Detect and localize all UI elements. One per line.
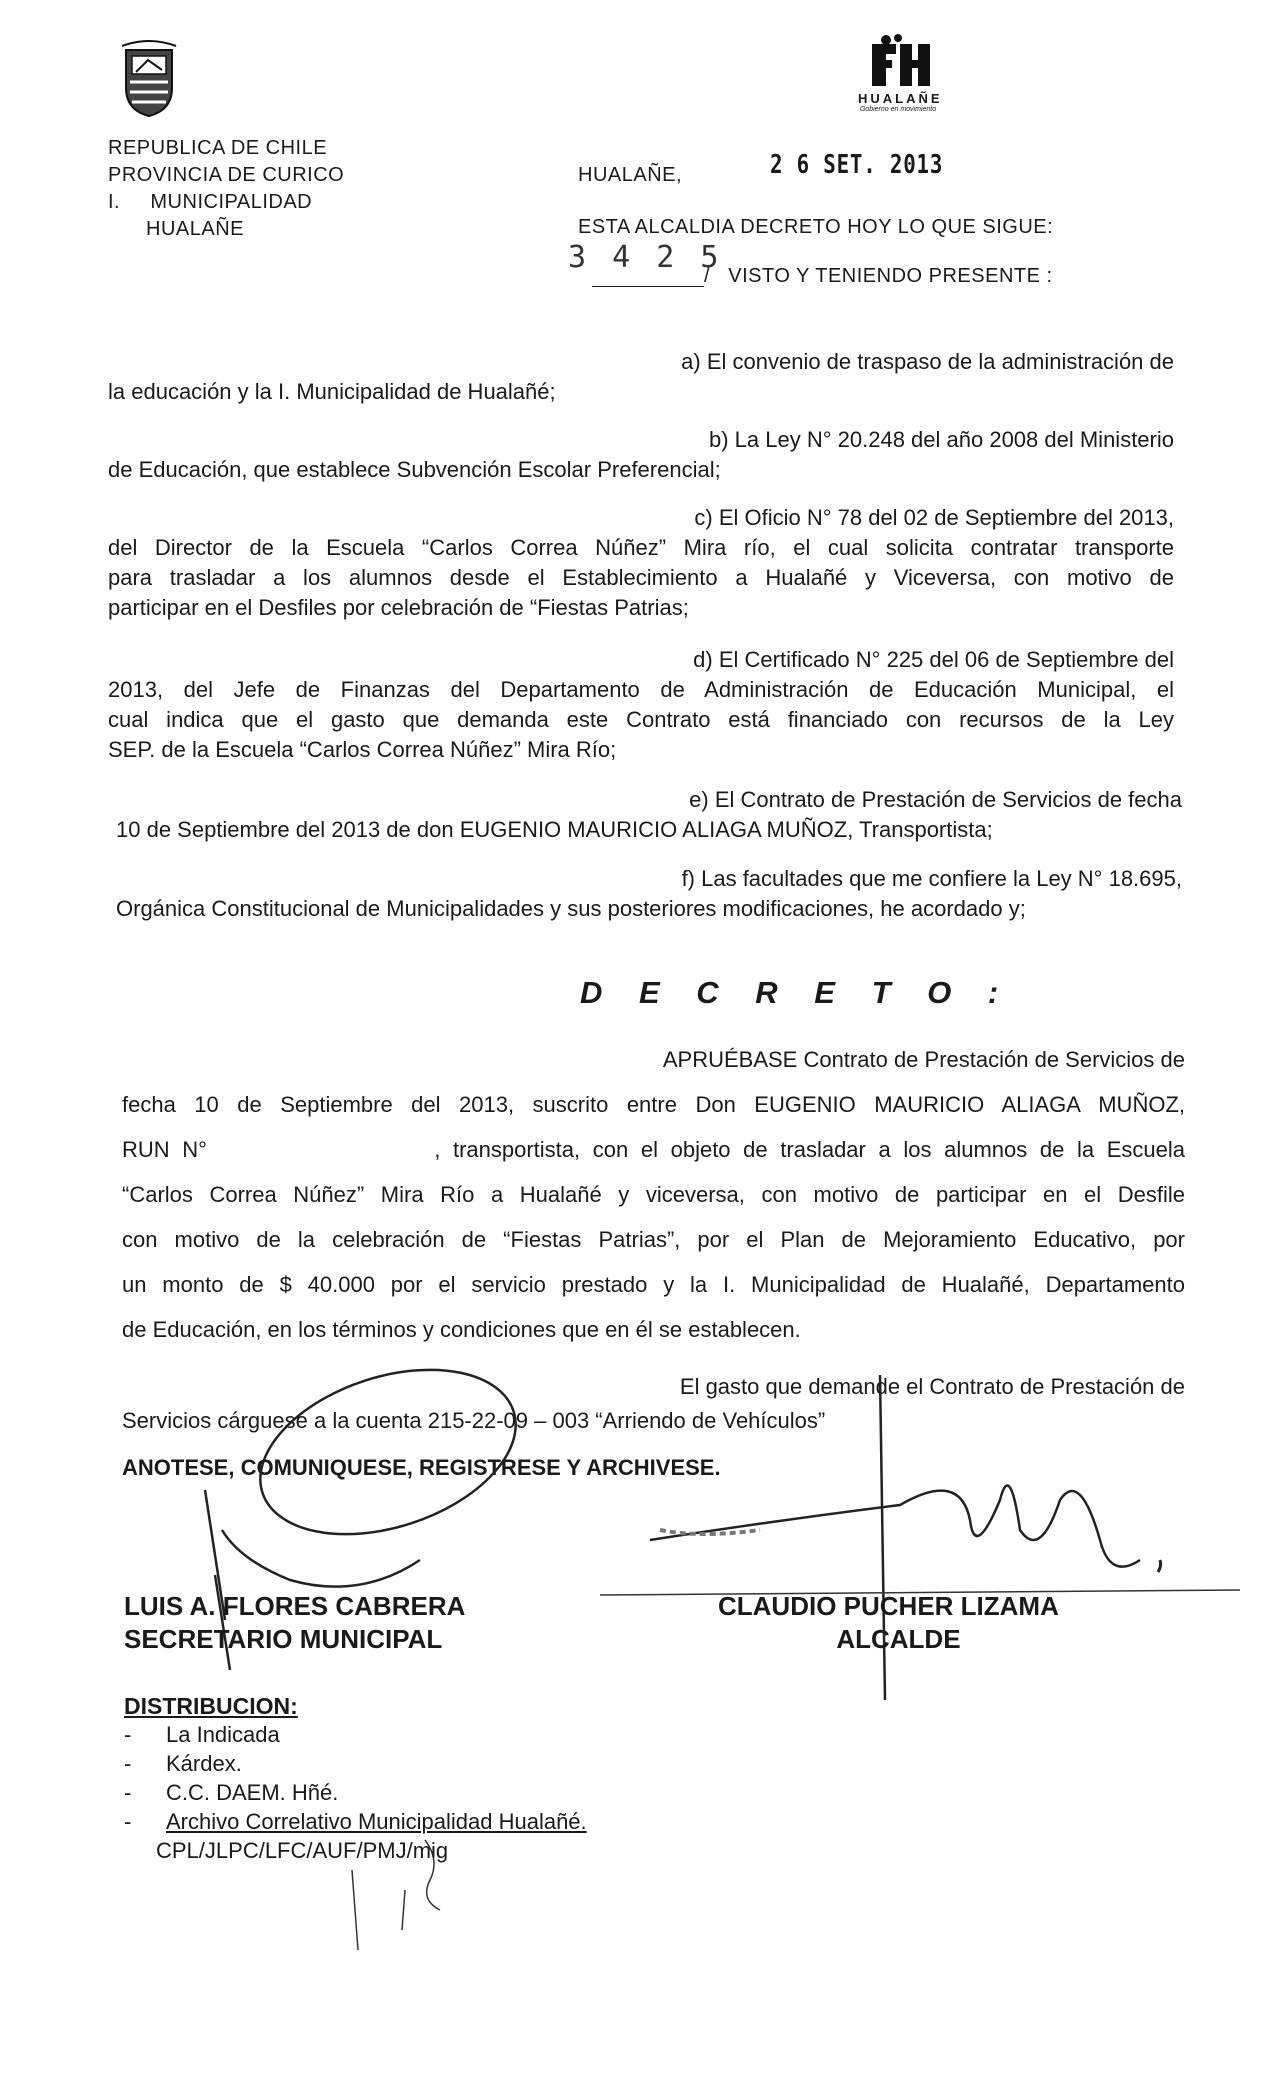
signatory-left-title: SECRETARIO MUNICIPAL [124, 1624, 443, 1654]
distribution-item: - La Indicada [124, 1720, 587, 1749]
considerando-b-first: b) La Ley N° 20.248 del año 2008 del Ministerio [709, 427, 1174, 452]
distribution-initials: CPL/JLPC/LFC/AUF/PMJ/mig [156, 1838, 449, 1863]
hualane-logo-text: HUALAÑE [858, 91, 943, 106]
article-1-line: “Carlos Correa Núñez” Mira Río a Hualañé y viceversa, con motivo de participar en el Desfile [122, 1182, 1185, 1207]
distribution-list [124, 1720, 587, 1836]
article-1-line: fecha 10 de Septiembre del 2013, suscrito entre Don EUGENIO MAURICIO ALIAGA MUÑOZ, [122, 1092, 1185, 1117]
alcaldia-line: ESTA ALCALDIA DECRETO HOY LO QUE SIGUE: [578, 216, 1054, 238]
considerando-c-line: del Director de la Escuela “Carlos Correa Núñez” Mira río, el cual solicita contratar transporte [108, 535, 1174, 560]
date-stamp: 2 6 SET. 2013 [770, 150, 944, 180]
considerando-f-first: f) Las facultades que me confiere la Ley N° 18.695, [681, 866, 1182, 891]
considerando-e-first: e) El Contrato de Prestación de Servicios de fecha [689, 787, 1182, 812]
considerando-a-line: la educación y la I. Municipalidad de Hualañé; [108, 379, 556, 404]
distribution-item: - Kárdex. [124, 1749, 587, 1778]
considerando-c-line: para trasladar a los alumnos desde el Establecimiento a Hualañé y Viceversa, con motivo de [108, 565, 1174, 590]
considerando-d-line: SEP. de la Escuela “Carlos Correa Núñez” Mira Río; [108, 737, 617, 762]
article-2-line: Servicios cárguese a la cuenta 215-22-09 – 003 “Arriendo de Vehículos” [122, 1408, 826, 1433]
decreto-title: D E C R E T O : [580, 975, 1013, 1010]
visto-line: / VISTO Y TENIENDO PRESENTE : [704, 265, 1053, 287]
signatory-left-name: LUIS A. FLORES CABRERA [124, 1591, 466, 1621]
considerando-f-line: Orgánica Constitucional de Municipalidades y sus posteriores modificaciones, he acordado y; [116, 896, 1026, 921]
considerando-d-line: 2013, del Jefe de Finanzas del Departamento de Administración de Educación Municipal, el [108, 677, 1174, 702]
issuer-line: HUALAÑE [146, 218, 244, 240]
decree-number: 3 4 2 5 [568, 240, 723, 275]
hualane-logo-tagline: Gobierno en movimiento [859, 106, 937, 113]
article-1-line: RUN N° , transportista, con el objeto de trasladar a los alumnos de la Escuela [122, 1137, 1185, 1162]
issuer-line: REPUBLICA DE CHILE [108, 137, 328, 159]
signature-left [124, 1590, 465, 1656]
distribution-title: DISTRIBUCION: [124, 1693, 298, 1719]
article-1-line: de Educación, en los términos y condiciones que en él se establecen. [122, 1317, 801, 1342]
issuer-line: PROVINCIA DE CURICO [108, 164, 345, 186]
considerando-a-first: a) El convenio de traspaso de la administración de [681, 349, 1174, 374]
considerando-d-first: d) El Certificado N° 225 del 06 de Septiembre del [693, 647, 1174, 672]
article-1-line: con motivo de la celebración de “Fiestas Patrias”, por el Plan de Mejoramiento Educativo, por [122, 1227, 1185, 1252]
considerando-c-first: c) El Oficio N° 78 del 02 de Septiembre del 2013, [694, 505, 1174, 530]
signatory-right-title: ALCALDE [836, 1624, 961, 1654]
distribution-block [124, 1693, 587, 1865]
article-2-first: El gasto que demande el Contrato de Prestación de [679, 1374, 1185, 1399]
signatory-right-name: CLAUDIO PUCHER LIZAMA [718, 1591, 1059, 1621]
place-label: HUALAÑE, [578, 164, 683, 186]
signature-right [718, 1590, 1059, 1656]
issuer-line: I. MUNICIPALIDAD [108, 191, 313, 213]
closing-formula: ANOTESE, COMUNIQUESE, REGISTRESE Y ARCHIVESE. [122, 1455, 721, 1480]
considerando-c-line: participar en el Desfiles por celebración de “Fiestas Patrias; [108, 595, 689, 620]
article-1-first: APRUÉBASE Contrato de Prestación de Servicios de [662, 1047, 1185, 1072]
article-1-line: un monto de $ 40.000 por el servicio prestado y la I. Municipalidad de Hualañé, Departamento [122, 1272, 1185, 1297]
distribution-item: - C.C. DAEM. Hñé. [124, 1778, 587, 1807]
considerando-d-line: cual indica que el gasto que demanda este Contrato está financiado con recursos de la Ley [108, 707, 1174, 732]
considerando-e-line: 10 de Septiembre del 2013 de don EUGENIO MAURICIO ALIAGA MUÑOZ, Transportista; [116, 817, 993, 842]
distribution-item: - Archivo Correlativo Municipalidad Hualañé. [124, 1807, 587, 1836]
considerando-b-line: de Educación, que establece Subvención Escolar Preferencial; [108, 457, 721, 482]
